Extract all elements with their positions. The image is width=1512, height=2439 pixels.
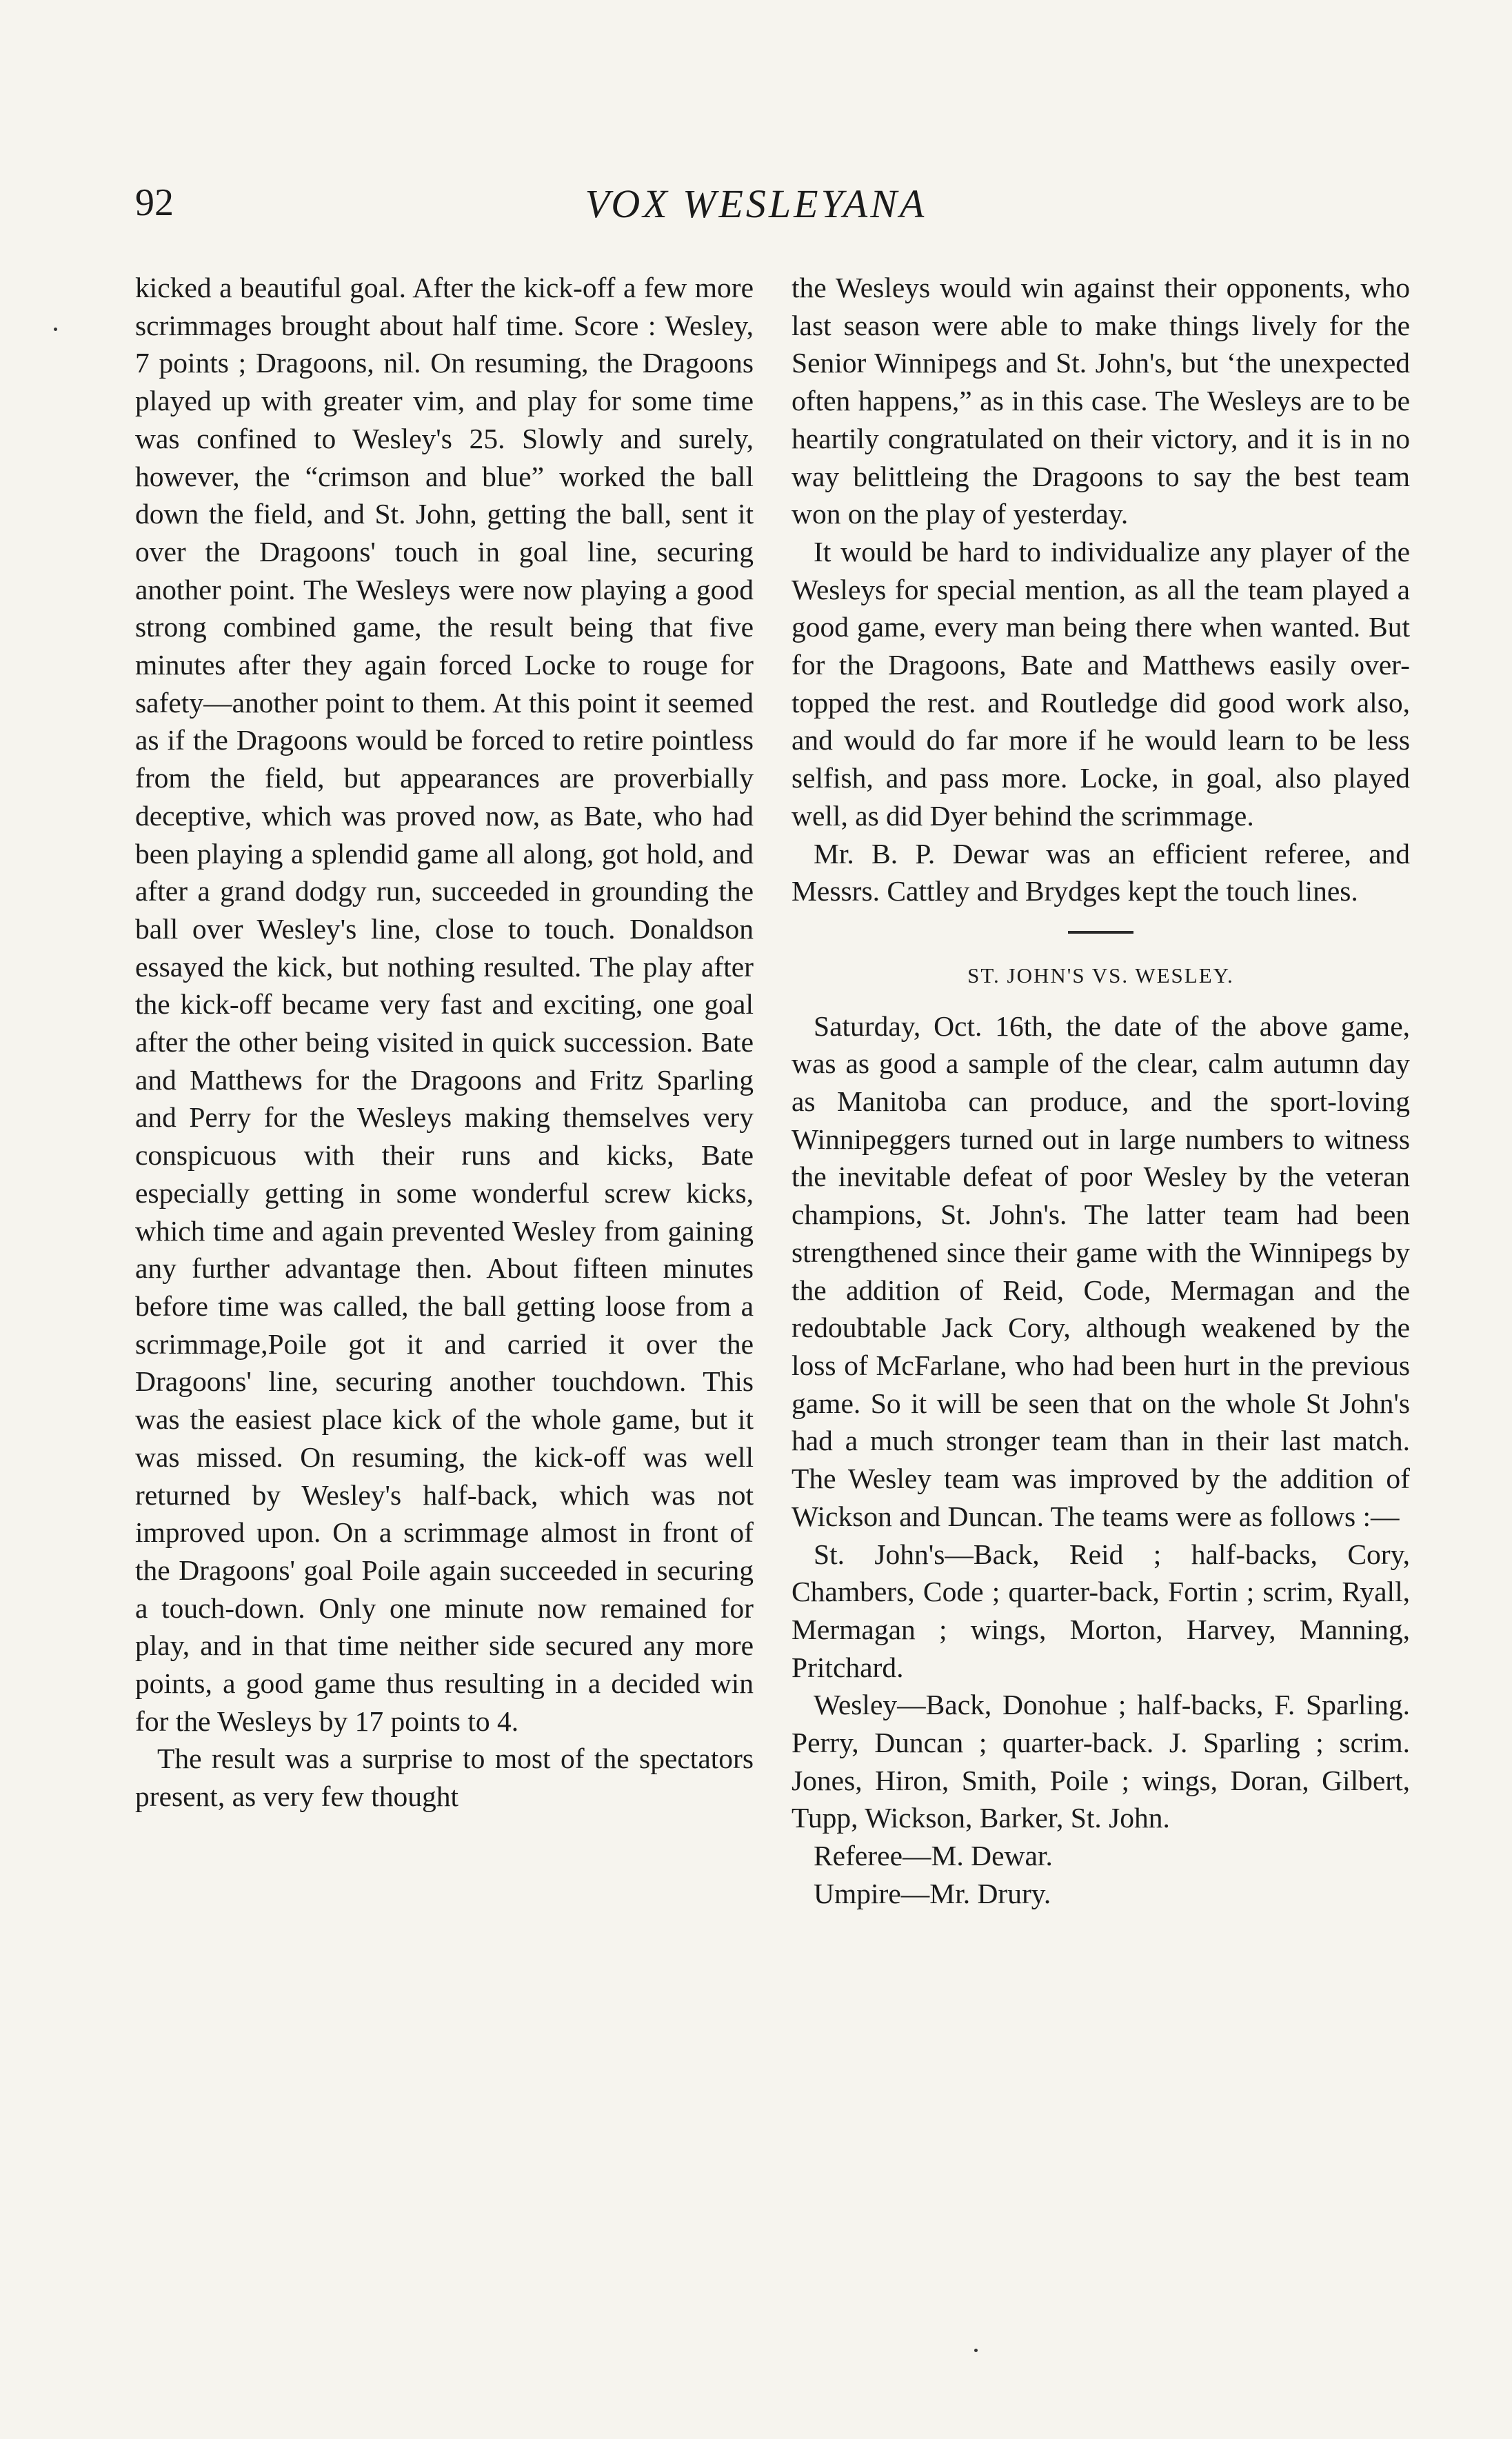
referee-line: Referee—M. Dewar. xyxy=(814,1840,1053,1872)
running-title: VOX WESLEYANA xyxy=(585,181,927,226)
article-paragraph: The result was a surprise to most of the spectators present, as very few thought xyxy=(135,1743,754,1813)
article-paragraph: Mr. B. P. Dewar was an efficient referee, and Messrs. Cattley and Brydges kept the touch lines. xyxy=(792,837,1410,907)
right-column xyxy=(792,269,1410,1913)
article-paragraph: Saturday, Oct. 16th, the date of the above game, was as good a sample of the clear, calm autumn day as Manitoba can produce, and the sport-loving Winnipeggers turned out in large numbers to witness the inevitable defeat of poor Wesley by the veteran champions, St. John's. The latter team had been strengthened since their game with the Winnipegs by the addition of Reid, Code, Mermagan and the redoubtable Jack Cory, although weakened by the loss of McFarlane, who had been hurt in the previous game. So it will be seen that on the whole St John's had a much stronger team than in their last match. The Wesley team was improved by the addition of Wickson and Duncan. The teams were as follows :— xyxy=(792,1010,1410,1532)
section-divider xyxy=(1068,931,1133,934)
print-speck xyxy=(974,2349,978,2352)
article-paragraph: It would be hard to individualize any player of the Wesleys for special mention, as all the team played a good game, every man being there when wanted. But for the Dragoons, Bate and Matthews easily over-topped the rest. and Routledge did good work also, and would do far more if he would learn to be less selfish, and pass more. Locke, in goal, also played well, as did Dyer behind the scrimmage. xyxy=(792,535,1410,832)
umpire-line: Umpire—Mr. Drury. xyxy=(814,1877,1051,1909)
left-column xyxy=(135,269,754,1816)
page-header xyxy=(0,181,1512,236)
page-number: 92 xyxy=(135,181,174,224)
article-paragraph: kicked a beautiful goal. After the kick-off a few more scrimmages brought about half time. Score : Wesley, 7 points ; Dragoons, nil. On resuming, the Dragoons played up with greater vim, and play for some time was confined to Wesley's 25. Slowly and surely, however, the “crimson and blue” worked the ball down the field, and St. John, getting the ball, sent it over the Dragoons' touch in goal line, securing another point. The Wesleys were now playing a good strong combined game, the result being that five minutes after they again forced Locke to rouge for safety—another point to them. At this point it seemed as if the Dragoons would be forced to retire pointless from the field, but appearances are proverbially deceptive, which was proved now, as Bate, who had been playing a splendid game all along, got hold, and after a grand dodgy run, succeeded in grounding the ball over Wesley's line, close to touch. Donaldson essayed the kick, but nothing resulted. The play after the kick-off became very fast and exciting, one goal after the other being visited in quick succession. Bate and Matthews for the Dragoons and Fritz Sparling and Perry for the Wesleys making themselves very conspicuous with their runs and kicks, Bate especially getting in some wonderful screw kicks, which time and again prevented Wesley from gaining any further advantage then. About fifteen minutes before time was called, the ball getting loose from a scrimmage,Poile got it and carried it over the Dragoons' line, securing another touchdown. This was the easiest place kick of the whole game, but it was missed. On resuming, the kick-off was well returned by Wesley's half-back, which was not improved upon. On a scrimmage almost in front of the Dragoons' goal Poile again succeeded in securing a touch-down. Only one minute now remained for play, and in that time neither side secured any more points, a good game thus resulting in a decided win for the Wesleys by 17 points to 4. xyxy=(135,272,754,1737)
article-paragraph: the Wesleys would win against their opponents, who last season were able to make things lively for the Senior Winnipegs and St. John's, but ‘the unexpected often happens,” as in this case. The Wesleys are to be heartily congratulated on their victory, and it is in no way belittleing the Dragoons to say the best team won on the play of yesterday. xyxy=(792,272,1410,530)
print-speck xyxy=(54,328,57,331)
team-lineup-st-johns: St. John's—Back, Reid ; half-backs, Cory, Chambers, Code ; quarter-back, Fortin ; scrim, Ryall, Mermagan ; wings, Morton, Harvey, Manning, Pritchard. xyxy=(792,1538,1410,1683)
team-lineup-wesley: Wesley—Back, Donohue ; half-backs, F. Sparling. Perry, Duncan ; quarter-back. J. Sparling ; scrim. Jones, Hiron, Smith, Poile ; wings, Doran, Gilbert, Tupp, Wickson, Barker, St. John. xyxy=(792,1689,1410,1834)
section-heading: ST. JOHN'S VS. WESLEY. xyxy=(967,963,1234,987)
